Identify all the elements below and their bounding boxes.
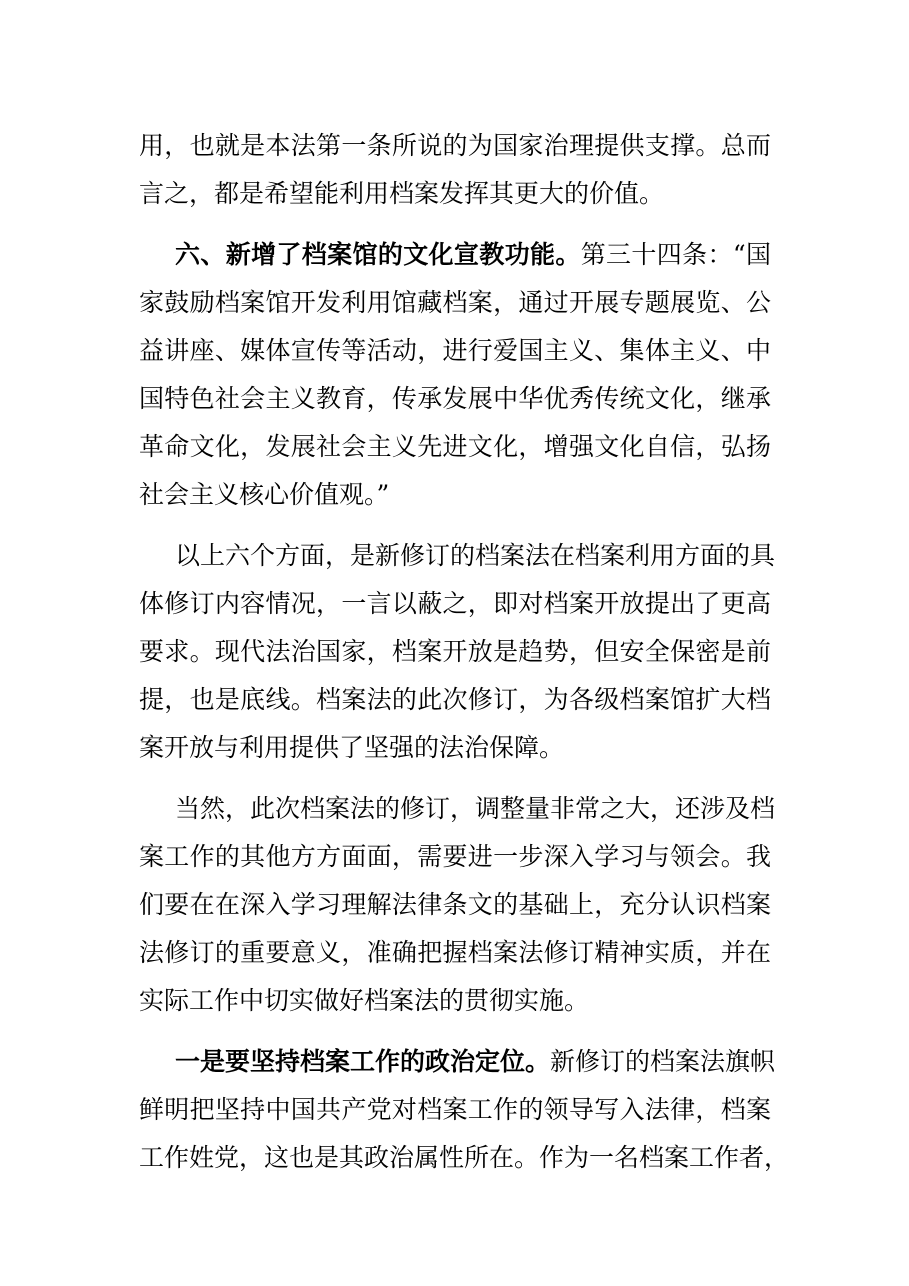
section-heading: 六、新增了档案馆的文化宣教功能。 [175, 240, 581, 269]
paragraph-line: 们要在在深入学习理解法律条文的基础上，充分认识档案 [139, 890, 771, 919]
paragraph-line: 国特色社会主义教育，传承发展中华优秀传统文化，继承 [139, 384, 771, 413]
paragraph-line [175, 240, 771, 270]
paragraph-line: 言之，都是希望能利用档案发挥其更大的价值。 [139, 179, 665, 208]
paragraph-line: 社会主义核心价值观。” [139, 480, 390, 509]
paragraph-text: 新修订的档案法旗帜 [550, 1047, 776, 1076]
paragraph-line: 鲜明把坚持中国共产党对档案工作的领导写入法律，档案 [139, 1095, 771, 1124]
paragraph-line: 当然，此次档案法的修订，调整量非常之大，还涉及档 [175, 794, 776, 823]
paragraph-line: 法修订的重要意义，准确把握档案法修订精神实质，并在 [139, 938, 771, 967]
paragraph-line: 实际工作中切实做好档案法的贯彻实施。 [139, 986, 590, 1015]
paragraph-line: 提，也是底线。档案法的此次修订，为各级档案馆扩大档 [139, 685, 771, 714]
paragraph-line: 要求。现代法治国家，档案开放是趋势，但安全保密是前 [139, 637, 771, 666]
paragraph-line: 案开放与利用提供了坚强的法治保障。 [139, 733, 565, 762]
paragraph-line: 工作姓党，这也是其政治属性所在。作为一名档案工作者， [139, 1143, 790, 1172]
paragraph-line: 体修订内容情况，一言以蔽之，即对档案开放提出了更高 [139, 589, 771, 618]
paragraph-line: 案工作的其他方方面面，需要进一步深入学习与领会。我 [139, 842, 771, 871]
paragraph-line: 用，也就是本法第一条所说的为国家治理提供支撑。总而 [139, 131, 771, 160]
paragraph-line: 家鼓励档案馆开发利用馆藏档案，通过开展专题展览、公 [139, 288, 771, 317]
paragraph-text: 第三十四条：“国 [580, 240, 771, 269]
paragraph-line: 益讲座、媒体宣传等活动，进行爱国主义、集体主义、中 [139, 336, 771, 365]
paragraph-line: 以上六个方面，是新修订的档案法在档案利用方面的具 [175, 541, 776, 570]
paragraph-line: 革命文化，发展社会主义先进文化，增强文化自信，弘扬 [139, 432, 771, 461]
paragraph-line [175, 1047, 776, 1077]
section-heading: 一是要坚持档案工作的政治定位。 [175, 1047, 551, 1076]
